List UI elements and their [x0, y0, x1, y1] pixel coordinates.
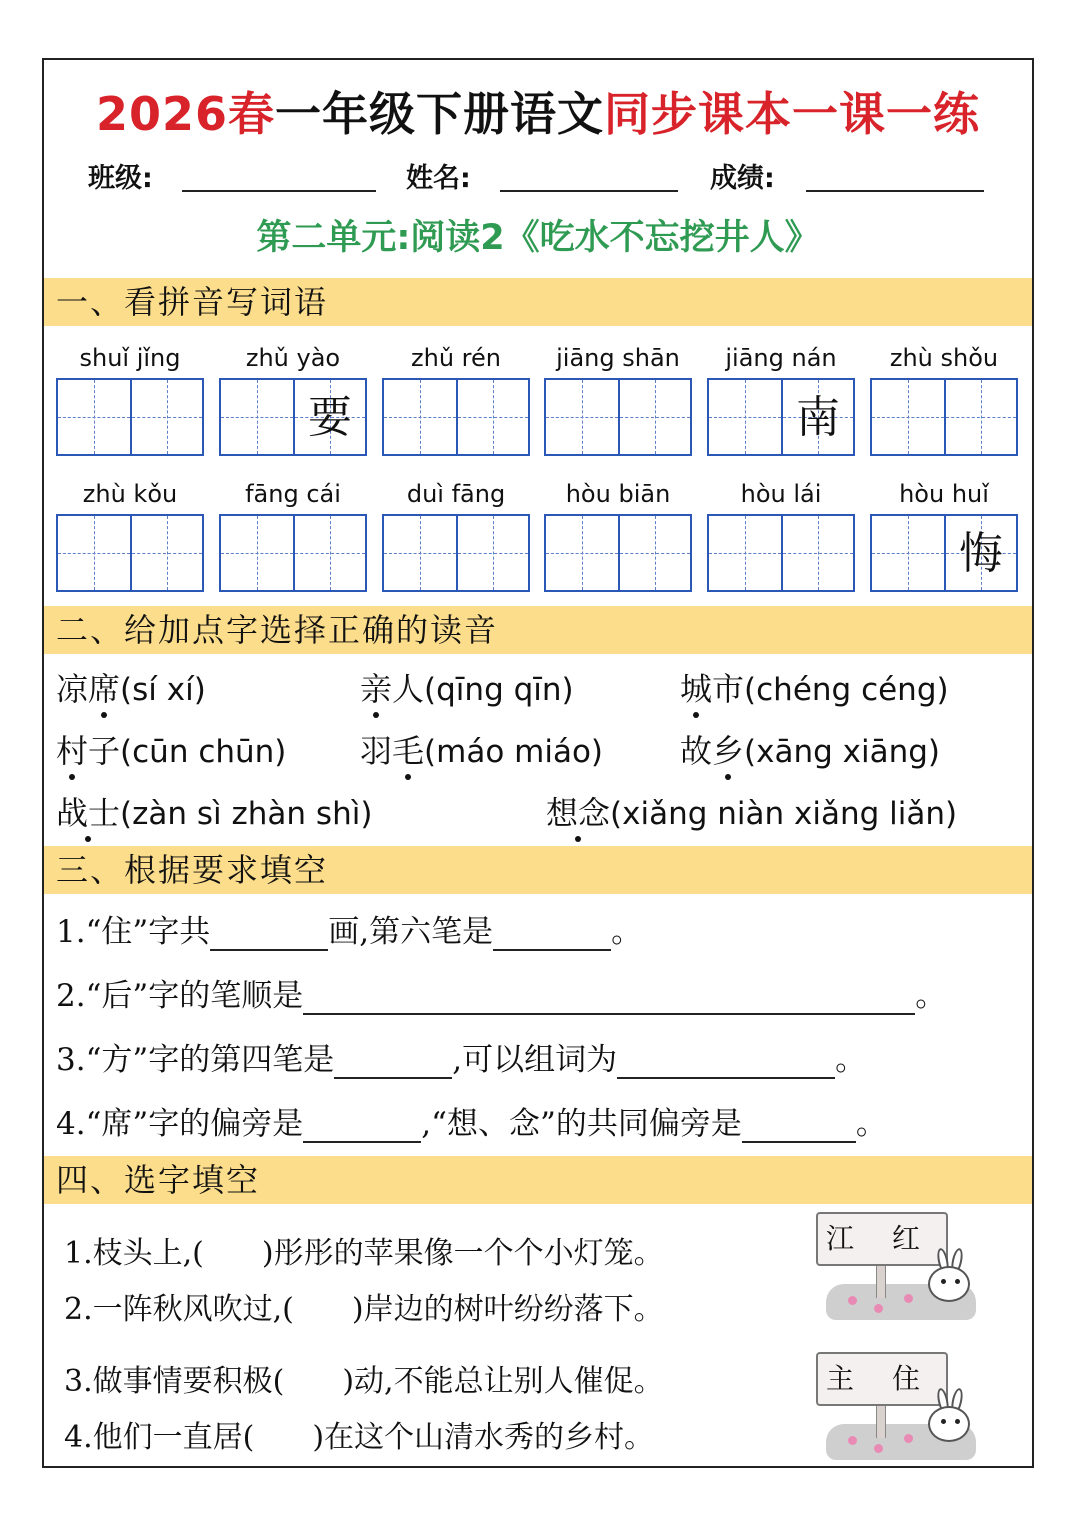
- writing-box[interactable]: [870, 514, 1018, 592]
- writing-box[interactable]: [707, 378, 855, 456]
- grid-char: [295, 516, 365, 590]
- question-text: )在这个山清水秀的乡村。: [312, 1420, 655, 1455]
- grid-char: [946, 380, 1016, 454]
- question-text: 。: [855, 1106, 887, 1142]
- dotted-char: 城: [680, 664, 712, 710]
- pinyin-label: jiāng shān: [556, 344, 680, 372]
- word-char: 人: [392, 670, 425, 708]
- writing-box[interactable]: [544, 378, 692, 456]
- section-3-header: 三、根据要求填空: [44, 846, 1032, 894]
- question-text: 2.“后”字的笔顺是: [56, 978, 304, 1014]
- grid-char: [384, 380, 456, 454]
- writing-box[interactable]: [219, 378, 367, 456]
- dotted-char: 亲: [360, 664, 392, 710]
- answer-blank[interactable]: [617, 1043, 835, 1079]
- answer-blank[interactable]: [303, 1107, 421, 1143]
- reading-item: [680, 664, 949, 710]
- class-field[interactable]: [182, 190, 376, 192]
- class-label: 班级:: [88, 163, 153, 194]
- writing-box[interactable]: [544, 514, 692, 592]
- title-grade: 一年级下册语文: [275, 87, 605, 141]
- grid-char: [132, 380, 202, 454]
- fill-question-1: [56, 906, 642, 956]
- answer-blank[interactable]: [210, 915, 328, 951]
- pinyin-options[interactable]: (xāng xiāng): [744, 734, 941, 770]
- choice-question-1: [64, 1228, 664, 1272]
- question-text: 画,第六笔是: [328, 914, 494, 950]
- worksheet: [42, 58, 1034, 1468]
- dotted-char: 毛: [392, 726, 424, 772]
- pinyin-options[interactable]: (sí xí): [120, 672, 206, 708]
- word-char: 故: [680, 732, 713, 770]
- grid-char: 南: [796, 392, 840, 443]
- pinyin-options[interactable]: (chéng céng): [744, 672, 949, 708]
- reading-item: [56, 788, 372, 834]
- grid-char: [546, 380, 618, 454]
- grid-char: [384, 516, 456, 590]
- grid-char: [458, 516, 528, 590]
- choice-question-3: [64, 1356, 664, 1400]
- question-text: ,可以组词为: [452, 1042, 618, 1078]
- sign-post: [876, 1404, 886, 1438]
- reading-row-1: [56, 664, 1026, 714]
- section-1-header: 一、看拼音写词语: [44, 278, 1032, 326]
- pinyin-options[interactable]: (xiǎng niàn xiǎng liǎn): [610, 796, 958, 832]
- answer-blank[interactable]: [303, 979, 915, 1015]
- pinyin-label: shuǐ jǐng: [79, 344, 181, 372]
- reading-item: [56, 664, 206, 710]
- student-info: [44, 156, 1032, 196]
- question-text: 1.“住”字共: [56, 914, 211, 950]
- reading-item: [546, 788, 957, 834]
- reading-item: [360, 664, 574, 710]
- flower-icon: [904, 1294, 913, 1303]
- reading-item: [680, 726, 940, 772]
- score-label: 成绩:: [710, 163, 775, 194]
- reading-row-2: [56, 726, 1026, 776]
- question-text: 4.“席”字的偏旁是: [56, 1106, 304, 1142]
- pinyin-label: zhù kǒu: [82, 480, 178, 508]
- grid-char: [58, 516, 130, 590]
- choice-char: 住: [892, 1362, 921, 1395]
- name-label: 姓名:: [406, 163, 471, 194]
- writing-box[interactable]: [870, 378, 1018, 456]
- writing-box[interactable]: [219, 514, 367, 592]
- dotted-char: 战士: [56, 788, 120, 834]
- grid-char: [620, 516, 690, 590]
- sign-post: [876, 1264, 886, 1298]
- pinyin-options[interactable]: (máo miáo): [424, 734, 604, 770]
- rabbit-icon: [922, 1388, 978, 1448]
- grid-char: [783, 516, 853, 590]
- writing-grid-row-1: [44, 378, 1032, 456]
- choice-char: 江: [826, 1222, 855, 1255]
- question-text: )动,不能总让别人催促。: [342, 1364, 664, 1399]
- writing-box[interactable]: [707, 514, 855, 592]
- grid-char: [546, 516, 618, 590]
- question-text: 2.一阵秋风吹过,(: [64, 1292, 294, 1327]
- choice-question-4: [64, 1412, 654, 1456]
- flower-icon: [874, 1304, 883, 1313]
- question-text: ,“想、念”的共同偏旁是: [421, 1106, 742, 1142]
- pinyin-options[interactable]: (zàn sì zhàn shì): [120, 796, 373, 832]
- question-text: 1.枝头上,(: [64, 1236, 204, 1271]
- rabbit-icon: [922, 1248, 978, 1308]
- grid-char: [221, 380, 293, 454]
- flower-icon: [848, 1436, 857, 1445]
- question-text: )岸边的树叶纷纷落下。: [351, 1292, 664, 1327]
- answer-blank[interactable]: [493, 915, 611, 951]
- pinyin-row-1: [44, 344, 1032, 378]
- pinyin-label: fāng cái: [245, 480, 341, 508]
- question-text: 。: [835, 1042, 867, 1078]
- dotted-char: 乡: [712, 726, 744, 772]
- grid-char: [709, 516, 781, 590]
- score-field[interactable]: [806, 190, 984, 192]
- pinyin-label: zhǔ rén: [411, 344, 501, 372]
- reading-item: [56, 726, 286, 772]
- section-4-header: 四、选字填空: [44, 1156, 1032, 1204]
- choice-question-2: [64, 1284, 664, 1328]
- flower-icon: [848, 1296, 857, 1305]
- pinyin-label: hòu biān: [565, 480, 671, 508]
- grid-char: [458, 380, 528, 454]
- choice-char: 主: [826, 1362, 855, 1395]
- dotted-char: 村: [56, 726, 88, 772]
- word-char: 子: [88, 732, 121, 770]
- grid-char: [709, 380, 781, 454]
- dotted-char: 想念: [546, 788, 610, 834]
- grid-char: [132, 516, 202, 590]
- grid-char: [872, 516, 944, 590]
- flower-icon: [904, 1434, 913, 1443]
- question-text: 4.他们一直居(: [64, 1420, 255, 1455]
- page-title: [44, 78, 1032, 144]
- answer-blank[interactable]: [742, 1107, 856, 1143]
- pinyin-label: hòu huǐ: [899, 480, 989, 508]
- question-text: 。: [915, 978, 947, 1014]
- pinyin-row-2: [44, 480, 1032, 514]
- dotted-char: 席: [88, 664, 120, 710]
- question-text: 3.“方”字的第四笔是: [56, 1042, 335, 1078]
- question-text: 3.做事情要积极(: [64, 1364, 285, 1399]
- pinyin-label: hòu lái: [740, 480, 822, 508]
- flower-icon: [874, 1444, 883, 1453]
- pinyin-label: zhù shǒu: [889, 344, 999, 372]
- grid-char: 悔: [959, 528, 1003, 579]
- pinyin-options[interactable]: (qīng qīn): [424, 672, 574, 708]
- grid-char: 要: [308, 392, 352, 443]
- question-text: 。: [611, 914, 643, 950]
- reading-item: [360, 726, 603, 772]
- name-field[interactable]: [500, 190, 678, 192]
- title-year: 2026春: [95, 87, 276, 141]
- choice-char: 红: [892, 1222, 921, 1255]
- reading-row-3: [56, 788, 1026, 838]
- title-practice: 同步课本一课一练: [604, 87, 981, 141]
- grid-char: [872, 380, 944, 454]
- writing-box[interactable]: [56, 378, 204, 456]
- word-char: 市: [712, 670, 745, 708]
- grid-char: [221, 516, 293, 590]
- pinyin-label: zhǔ yào: [245, 344, 341, 372]
- writing-box[interactable]: [382, 514, 530, 592]
- word-char: 羽: [360, 732, 393, 770]
- unit-title: 第二单元:阅读2《吃水不忘挖井人》: [256, 218, 820, 258]
- word-choice-sign-2: [816, 1352, 996, 1472]
- grid-char: [620, 380, 690, 454]
- fill-question-3: [56, 1034, 866, 1084]
- grid-char: [58, 380, 130, 454]
- question-text: )彤彤的苹果像一个个小灯笼。: [261, 1236, 664, 1271]
- pinyin-options[interactable]: (cūn chūn): [120, 734, 287, 770]
- section-2-header: 二、给加点字选择正确的读音: [44, 606, 1032, 654]
- word-choice-sign-1: [816, 1212, 996, 1332]
- answer-blank[interactable]: [334, 1043, 452, 1079]
- pinyin-label: jiāng nán: [725, 344, 837, 372]
- pinyin-label: duì fāng: [406, 480, 506, 508]
- writing-grid-row-2: [44, 514, 1032, 592]
- fill-question-4: [56, 1098, 887, 1148]
- word-char: 凉: [56, 670, 89, 708]
- writing-box[interactable]: [56, 514, 204, 592]
- writing-box[interactable]: [382, 378, 530, 456]
- fill-question-2: [56, 970, 946, 1020]
